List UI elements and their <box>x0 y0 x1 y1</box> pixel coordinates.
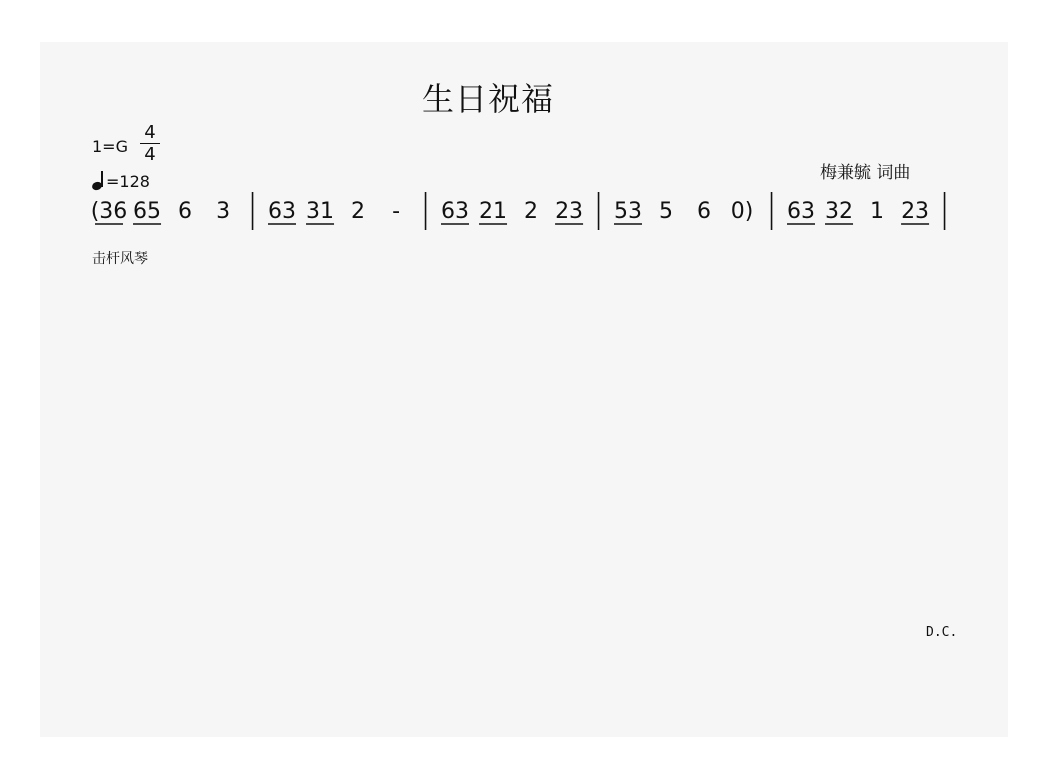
key-signature: 1=G <box>92 137 128 156</box>
note-group: 0) <box>730 199 754 224</box>
note-group: 31 <box>306 199 335 224</box>
note-group: 63 <box>787 199 816 224</box>
end-mark: D.C. <box>926 625 958 640</box>
note-group: 1 <box>870 199 885 224</box>
note-group: 53 <box>614 199 643 224</box>
note-group: 63 <box>268 199 297 224</box>
note-group: 63 <box>441 199 470 224</box>
note-group: 5 <box>659 199 674 224</box>
note-group: (36 <box>90 199 128 224</box>
note-group: 21 <box>479 199 508 224</box>
note-group: 6 <box>697 199 712 224</box>
intro-instrument-label: 击杆风琴 <box>92 251 148 267</box>
tempo-value: =128 <box>106 172 150 191</box>
note-group: 2 <box>351 199 366 224</box>
time-numerator: 4 <box>144 122 156 143</box>
note-group: 6 <box>178 199 193 224</box>
note-group: 23 <box>555 199 584 224</box>
time-denominator: 4 <box>144 144 156 165</box>
composer-credit: 梅兼毓 词曲 <box>820 163 911 183</box>
note-group: 32 <box>825 199 854 224</box>
note-group: - <box>392 199 401 224</box>
note-group: 2 <box>524 199 539 224</box>
note-group: 65 <box>133 199 162 224</box>
song-title: 生日祝福 <box>422 80 555 118</box>
note-group: 23 <box>901 199 930 224</box>
note-group: 3 <box>216 199 231 224</box>
